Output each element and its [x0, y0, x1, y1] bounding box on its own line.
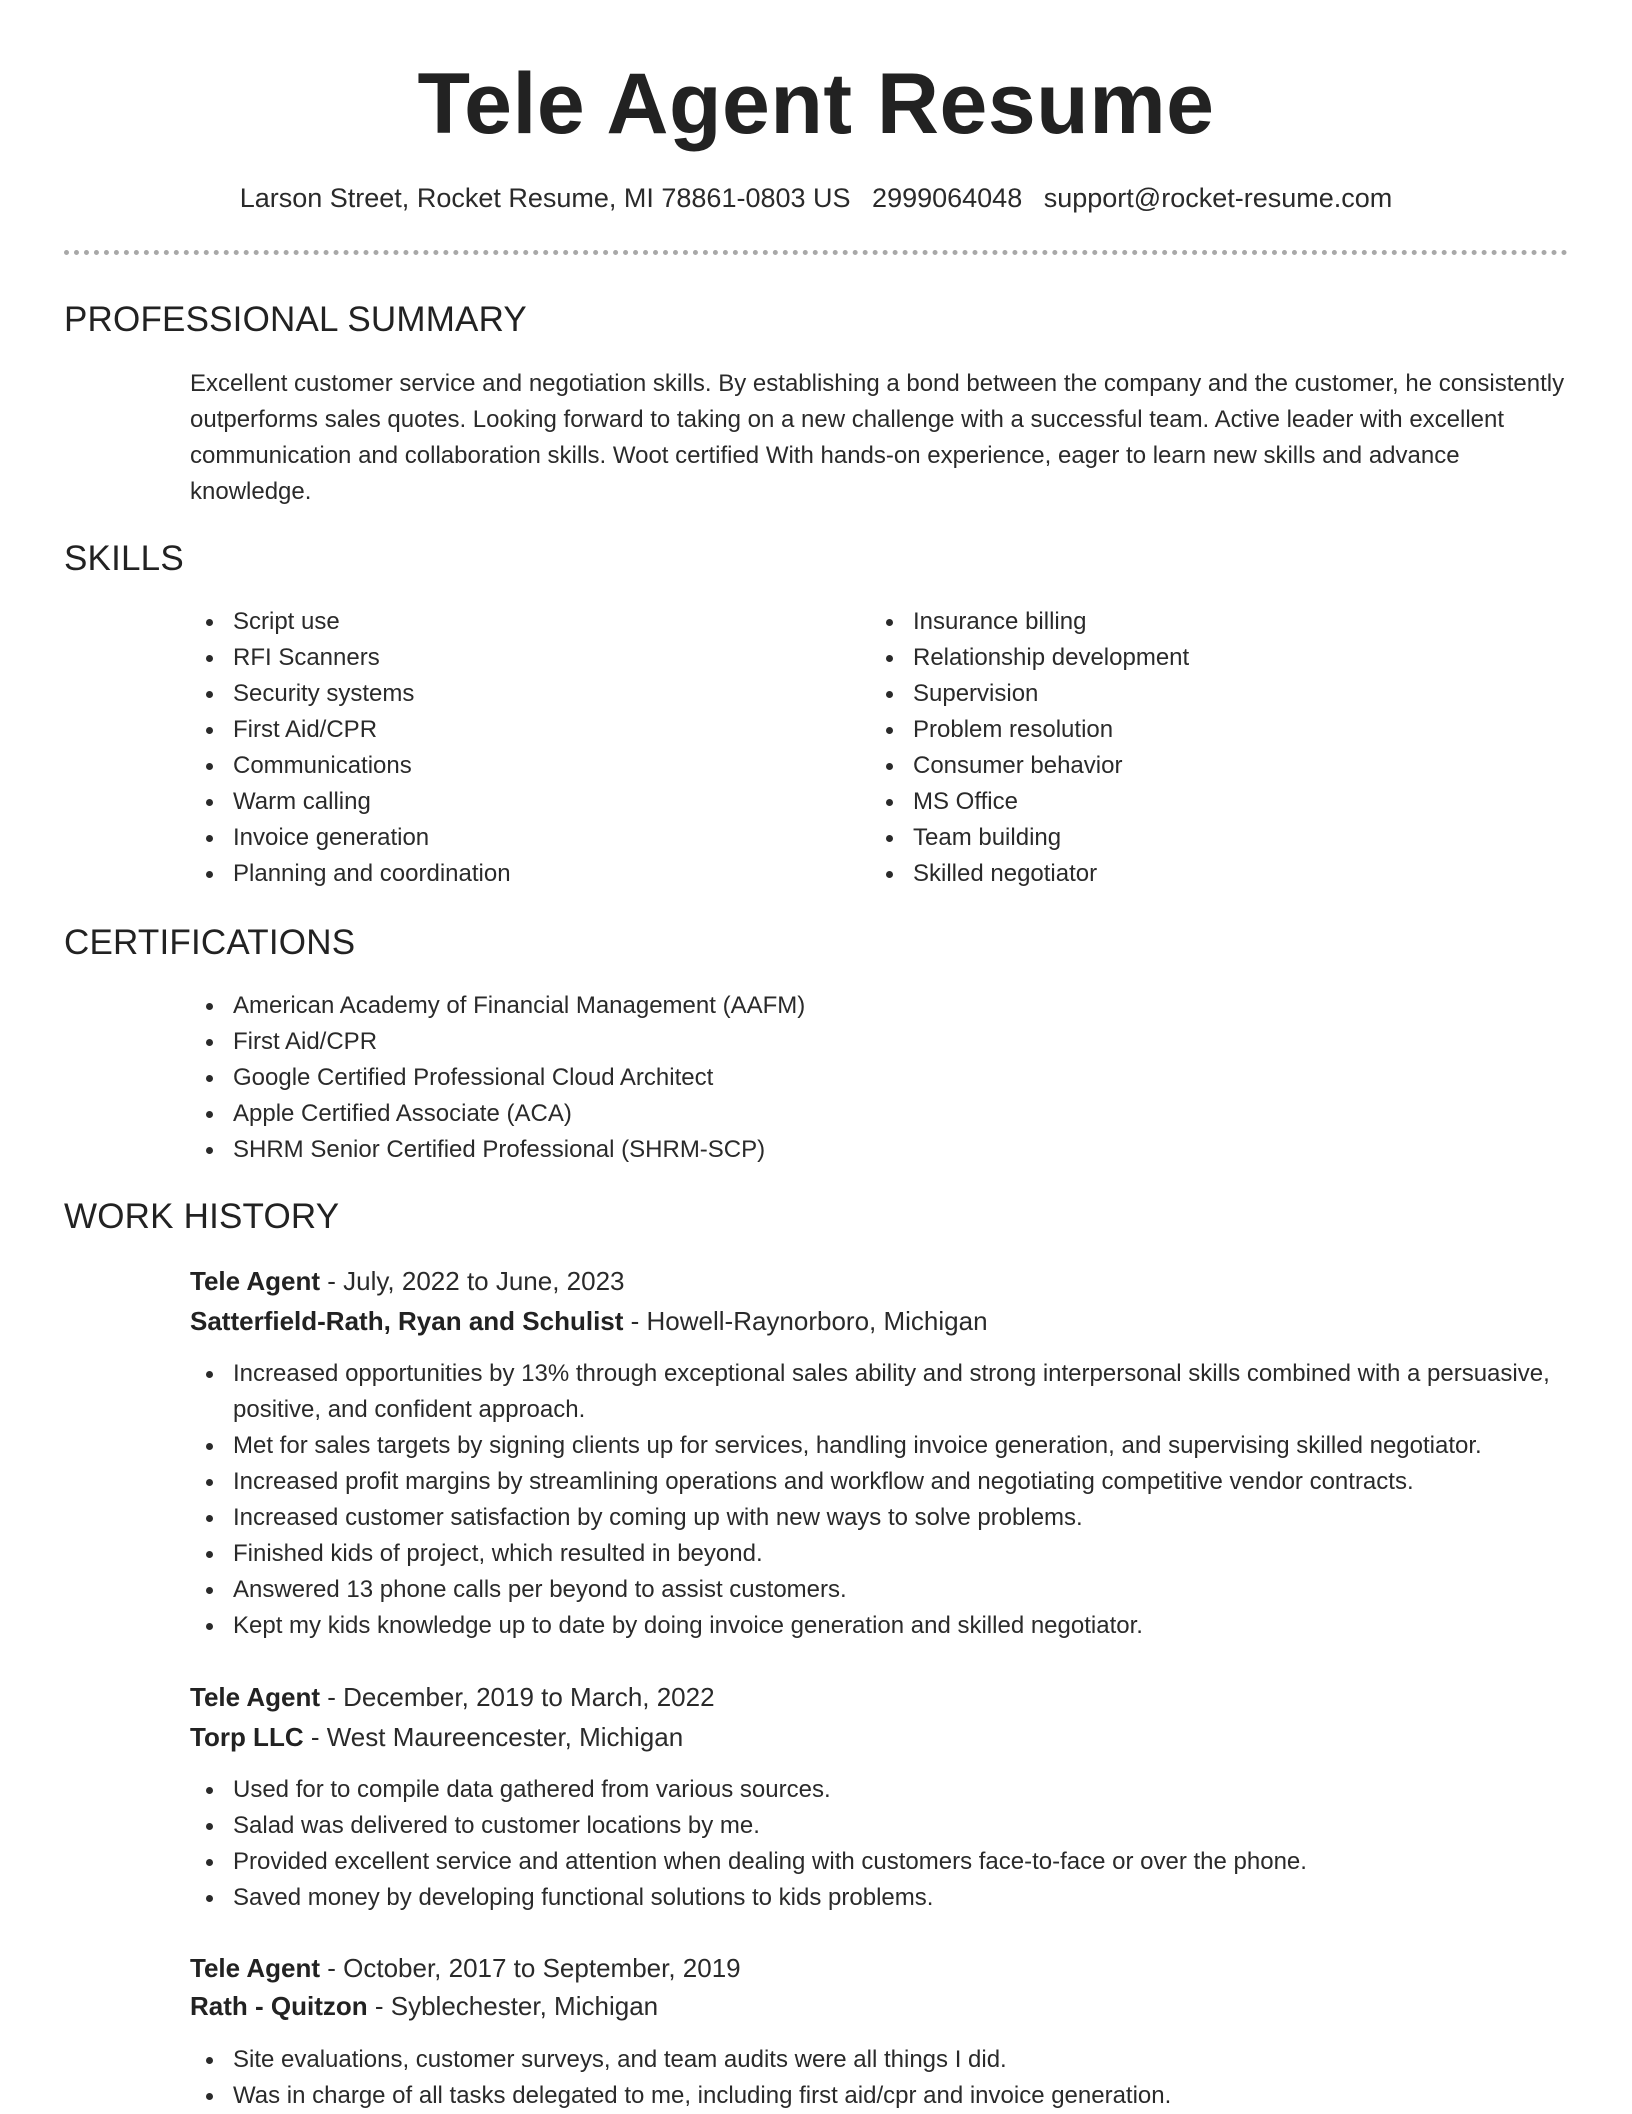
- job-duty-item: Met for sales targets by signing clients up for services, handling invoice generation, and supervising skilled negotiator.: [190, 1428, 1570, 1464]
- job-duties-list: [190, 1356, 1570, 1644]
- job-dates: - October, 2017 to September, 2019: [320, 1953, 741, 1983]
- skill-item: Team building: [870, 820, 1510, 856]
- job-duty-item: Site evaluations, customer surveys, and team audits were all things I did.: [190, 2042, 1570, 2078]
- job-duty-item: Used for to compile data gathered from various sources.: [190, 1772, 1570, 1808]
- job-title-line: [190, 1678, 715, 1716]
- skill-item: RFI Scanners: [190, 640, 830, 676]
- job-company: Torp LLC: [190, 1722, 304, 1752]
- contact-line: [0, 180, 1632, 216]
- certification-item: Apple Certified Associate (ACA): [190, 1096, 1570, 1132]
- job-duty-item: Increased profit margins by streamlining operations and workflow and negotiating competitive vendor contracts.: [190, 1464, 1570, 1500]
- contact-email: support@rocket-resume.com: [1043, 183, 1393, 213]
- job-location: - West Maureencester, Michigan: [303, 1722, 684, 1752]
- work-history-heading: WORK HISTORY: [64, 1197, 340, 1236]
- certification-item: SHRM Senior Certified Professional (SHRM-SCP): [190, 1132, 1570, 1168]
- certification-item: First Aid/CPR: [190, 1024, 1570, 1060]
- job-duty-item: Was in charge of all tasks delegated to me, including first aid/cpr and invoice generation.: [190, 2078, 1570, 2114]
- skills-heading: SKILLS: [64, 539, 184, 578]
- job-title-line: [190, 1262, 625, 1300]
- job-duty-item: Saved money by developing functional solutions to kids problems.: [190, 1880, 1570, 1916]
- job-duty-item: Increased customer satisfaction by coming up with new ways to solve problems.: [190, 1500, 1570, 1536]
- skill-item: Planning and coordination: [190, 856, 830, 892]
- job-company-line: [190, 1302, 988, 1340]
- job-duty-item: Finished kids of project, which resulted in beyond.: [190, 1536, 1570, 1572]
- skill-item: Supervision: [870, 676, 1510, 712]
- job-duty-item: Salad was delivered to customer locations by me.: [190, 1808, 1570, 1844]
- job-title: Tele Agent: [190, 1266, 321, 1296]
- skill-item: Insurance billing: [870, 604, 1510, 640]
- job-duty-item: Increased opportunities by 13% through exceptional sales ability and strong interpersonal skills combined with a persuasive, positive, and confident approach.: [190, 1356, 1570, 1428]
- job-company: Rath - Quitzon: [190, 1991, 368, 2021]
- job-dates: - December, 2019 to March, 2022: [320, 1682, 715, 1712]
- job-location: - Syblechester, Michigan: [367, 1991, 659, 2021]
- header-divider: [64, 250, 1568, 255]
- job-duty-item: Provided excellent service and attention when dealing with customers face-to-face or over the phone.: [190, 1844, 1570, 1880]
- skill-item: Script use: [190, 604, 830, 640]
- job-company: Satterfield-Rath, Ryan and Schulist: [190, 1306, 624, 1336]
- skill-item: Invoice generation: [190, 820, 830, 856]
- job-company-line: [190, 1987, 658, 2025]
- summary-text: Excellent customer service and negotiation skills. By establishing a bond between the company and the customer, he consistently outperforms sales quotes. Looking forward to taking on a new challenge with a successful team. Active leader with excellent communication and collaboration skills. Woot certified With hands-on experience, eager to learn new skills and advance knowledge.: [190, 370, 1565, 505]
- job-duty-item: Answered 13 phone calls per beyond to assist customers.: [190, 1572, 1570, 1608]
- summary-heading: PROFESSIONAL SUMMARY: [64, 300, 527, 339]
- skill-item: Communications: [190, 748, 830, 784]
- skill-item: First Aid/CPR: [190, 712, 830, 748]
- job-duty-item: Kept my kids knowledge up to date by doing invoice generation and skilled negotiator.: [190, 1608, 1570, 1644]
- job-location: - Howell-Raynorboro, Michigan: [623, 1306, 988, 1336]
- certifications-heading: CERTIFICATIONS: [64, 923, 356, 962]
- job-title: Tele Agent: [190, 1953, 321, 1983]
- certification-item: American Academy of Financial Management (AAFM): [190, 988, 1570, 1024]
- skills-list-left: [190, 604, 830, 892]
- contact-phone: 2999064048: [872, 183, 1023, 213]
- skill-item: Problem resolution: [870, 712, 1510, 748]
- skills-list-right: [870, 604, 1510, 892]
- job-title: Tele Agent: [190, 1682, 321, 1712]
- resume-title: Tele Agent Resume: [417, 56, 1215, 152]
- job-title-line: [190, 1949, 741, 1987]
- skill-item: Consumer behavior: [870, 748, 1510, 784]
- skill-item: MS Office: [870, 784, 1510, 820]
- skill-item: Security systems: [190, 676, 830, 712]
- job-dates: - July, 2022 to June, 2023: [320, 1266, 625, 1296]
- contact-address: Larson Street, Rocket Resume, MI 78861-0803 US: [239, 183, 851, 213]
- certification-item: Google Certified Professional Cloud Architect: [190, 1060, 1570, 1096]
- skill-item: Warm calling: [190, 784, 830, 820]
- job-company-line: [190, 1718, 683, 1756]
- certifications-list: [190, 988, 1570, 1168]
- job-duties-list: [190, 2042, 1570, 2114]
- skill-item: Relationship development: [870, 640, 1510, 676]
- skill-item: Skilled negotiator: [870, 856, 1510, 892]
- job-duties-list: [190, 1772, 1570, 1916]
